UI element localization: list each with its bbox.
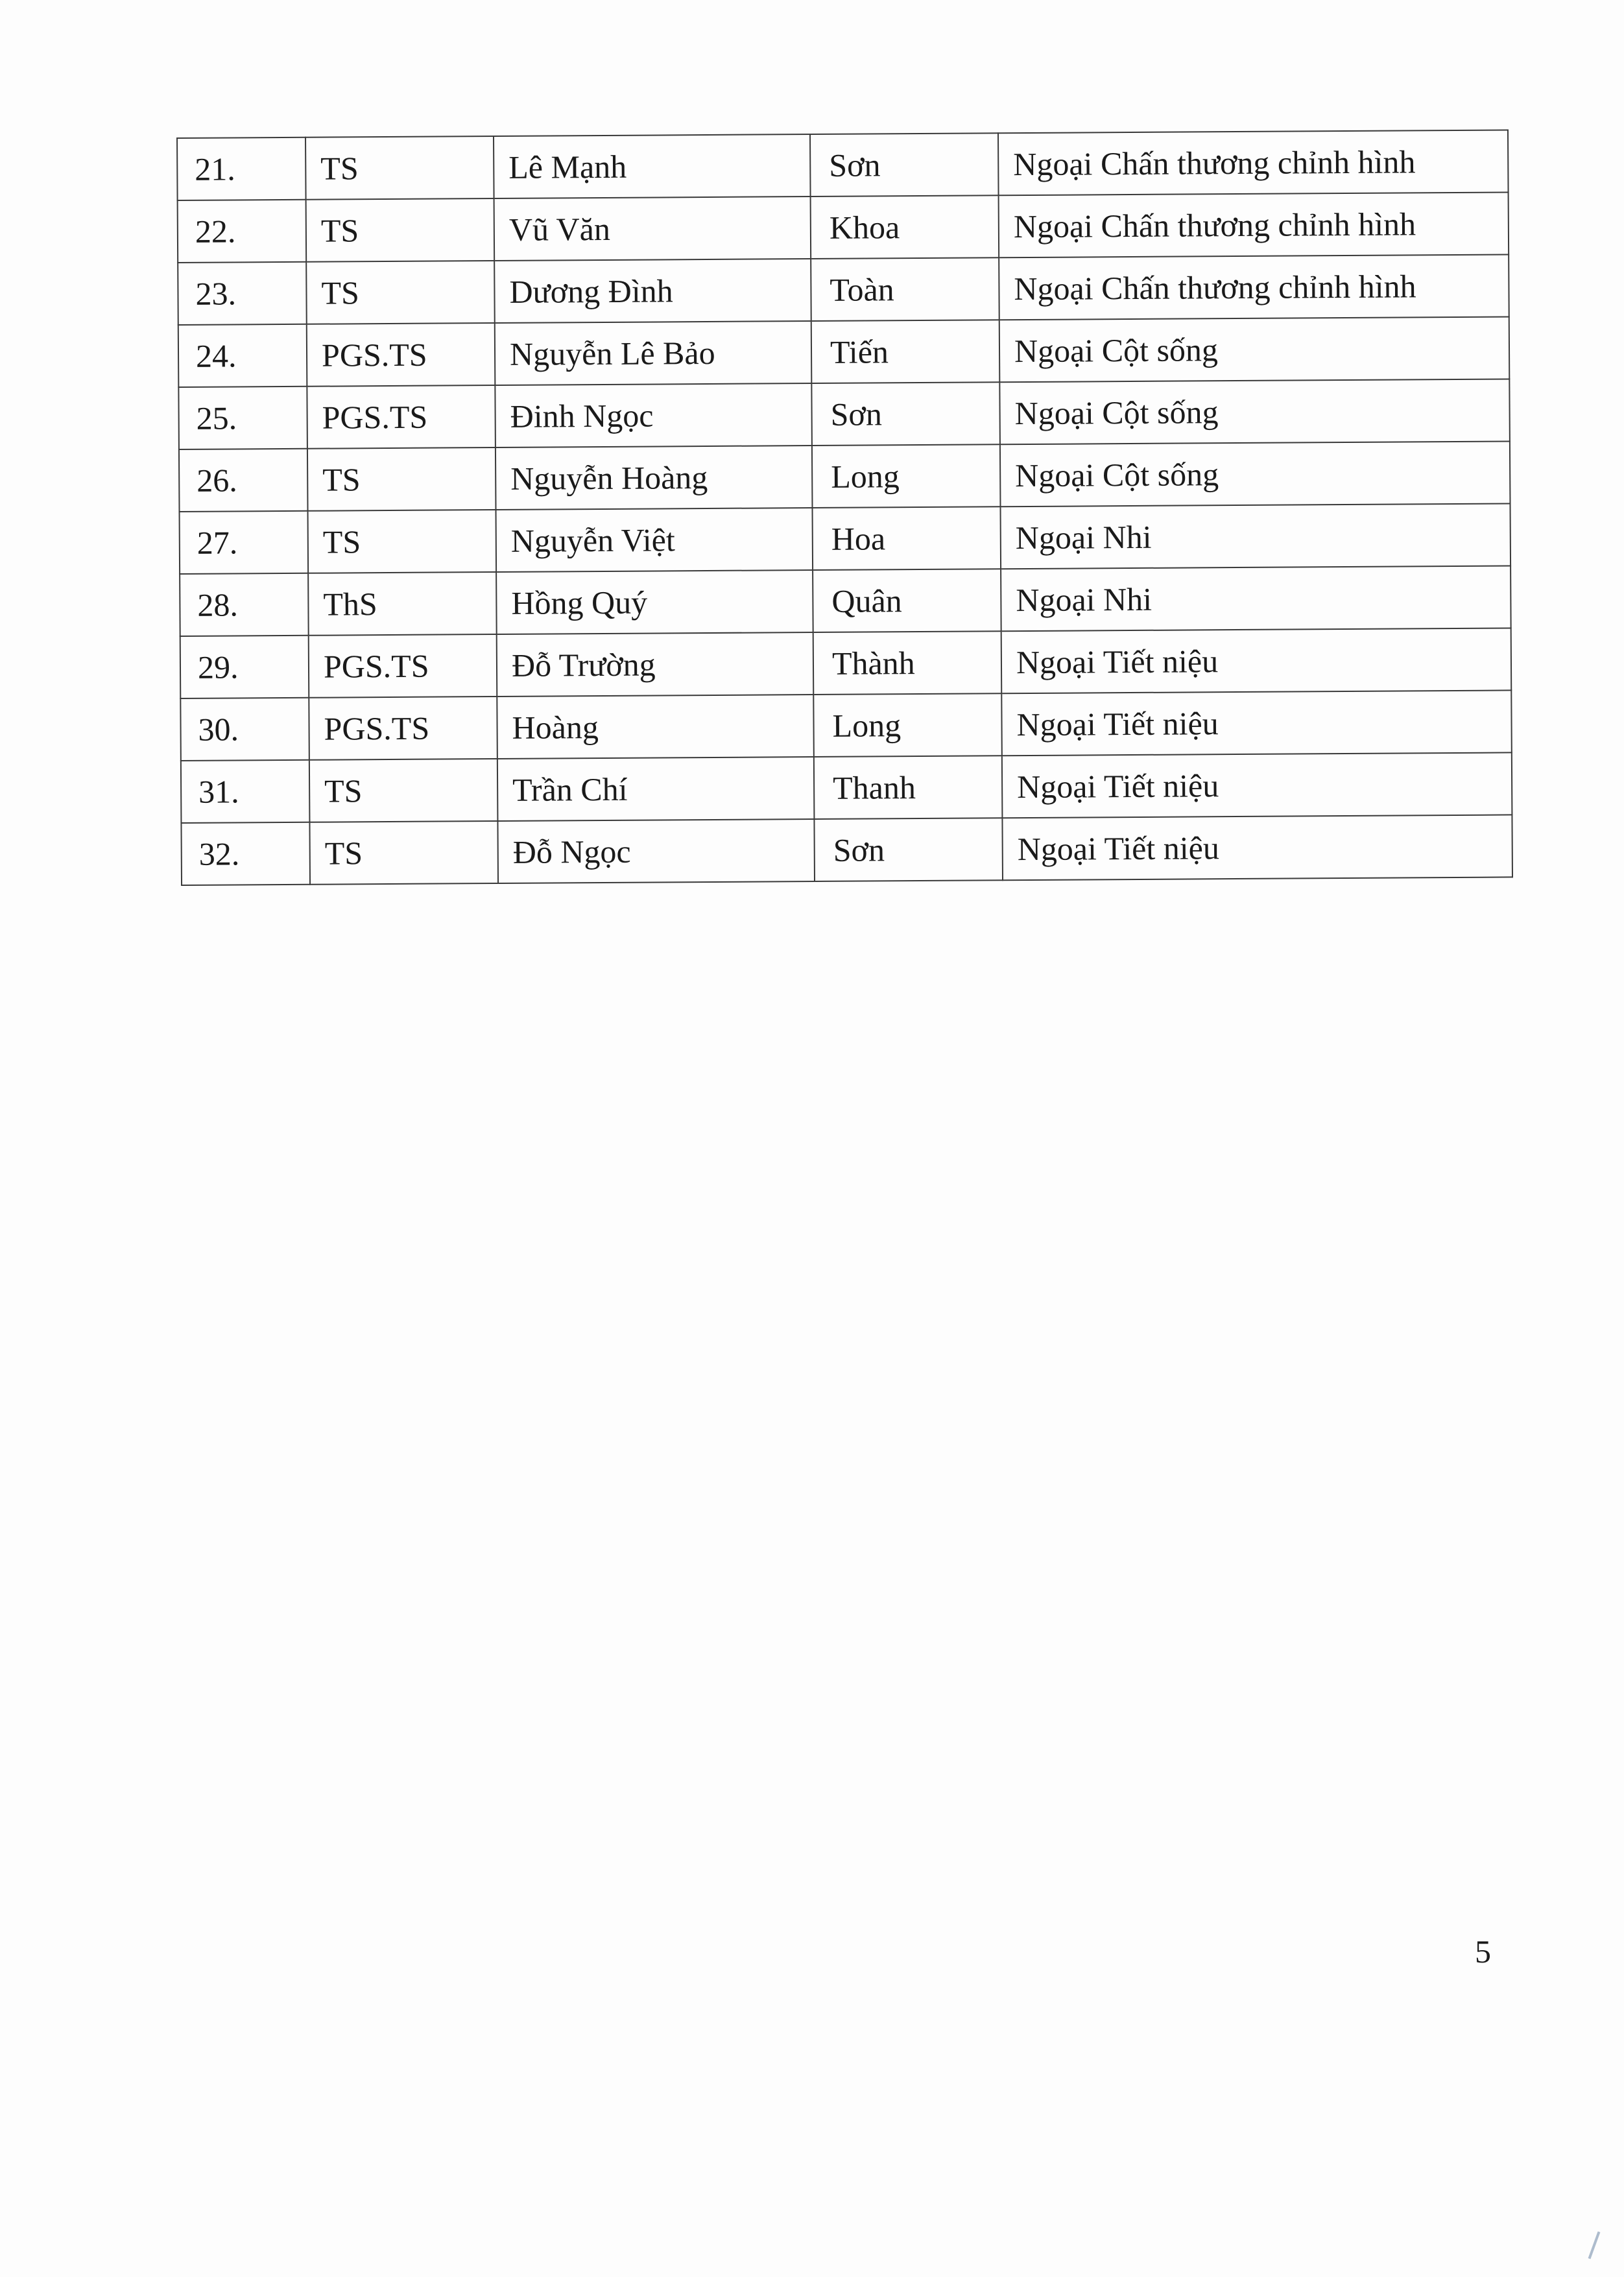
department: Ngoại Chấn thương chỉnh hình bbox=[998, 130, 1509, 195]
row-number: 27. bbox=[180, 511, 309, 574]
last-name: Đỗ Ngọc bbox=[497, 819, 815, 883]
last-name: Nguyễn Hoàng bbox=[496, 446, 813, 510]
row-number: 24. bbox=[178, 324, 307, 387]
department: Ngoại Cột sống bbox=[999, 379, 1510, 444]
first-name: Khoa bbox=[811, 195, 999, 259]
department: Ngoại Tiết niệu bbox=[1001, 628, 1512, 693]
last-name: Nguyễn Lê Bảo bbox=[495, 321, 812, 385]
table-row bbox=[181, 752, 1512, 823]
page-number: 5 bbox=[1475, 1933, 1491, 1970]
last-name: Dương Đình bbox=[494, 259, 811, 323]
row-number: 26. bbox=[179, 449, 308, 512]
academic-title: PGS.TS bbox=[307, 385, 496, 449]
academic-title: TS bbox=[305, 136, 494, 200]
first-name: Toàn bbox=[811, 257, 999, 321]
staff-table bbox=[176, 129, 1513, 886]
last-name: Đinh Ngọc bbox=[495, 383, 812, 447]
department: Ngoại Tiết niệu bbox=[1001, 690, 1512, 756]
table-row bbox=[180, 628, 1512, 698]
table-row bbox=[178, 192, 1509, 263]
academic-title: TS bbox=[306, 198, 495, 262]
table-row bbox=[180, 566, 1511, 636]
first-name: Quân bbox=[813, 569, 1001, 632]
academic-title: PGS.TS bbox=[307, 323, 496, 387]
first-name: Sơn bbox=[811, 382, 1000, 446]
department: Ngoại Cột sống bbox=[1000, 441, 1511, 507]
first-name: Long bbox=[812, 444, 1001, 508]
table-row bbox=[177, 130, 1509, 200]
row-number: 25. bbox=[178, 387, 307, 449]
first-name: Long bbox=[813, 693, 1002, 757]
last-name: Đỗ Trường bbox=[497, 632, 814, 697]
table-row bbox=[179, 441, 1511, 512]
scan-mark bbox=[1588, 2232, 1601, 2259]
department: Ngoại Chấn thương chỉnh hình bbox=[999, 192, 1509, 257]
academic-title: PGS.TS bbox=[309, 697, 497, 760]
table-row bbox=[178, 254, 1509, 325]
first-name: Tiến bbox=[811, 320, 1000, 383]
last-name: Lê Mạnh bbox=[494, 134, 811, 198]
academic-title: TS bbox=[309, 759, 498, 822]
first-name: Sơn bbox=[814, 818, 1003, 881]
last-name: Nguyễn Việt bbox=[496, 508, 813, 572]
academic-title: TS bbox=[307, 447, 496, 511]
last-name: Hoàng bbox=[497, 695, 814, 759]
last-name: Vũ Văn bbox=[494, 197, 811, 261]
table-row bbox=[181, 815, 1512, 885]
department: Ngoại Tiết niệu bbox=[1002, 752, 1512, 818]
department: Ngoại Chấn thương chỉnh hình bbox=[999, 254, 1509, 320]
row-number: 23. bbox=[178, 262, 307, 325]
table-row bbox=[180, 503, 1511, 574]
academic-title: TS bbox=[309, 821, 498, 885]
row-number: 21. bbox=[177, 137, 306, 200]
academic-title: TS bbox=[306, 261, 495, 324]
row-number: 28. bbox=[180, 573, 309, 636]
academic-title: ThS bbox=[308, 572, 497, 636]
first-name: Sơn bbox=[810, 133, 999, 197]
academic-title: TS bbox=[308, 510, 497, 573]
first-name: Thanh bbox=[814, 756, 1003, 819]
row-number: 22. bbox=[178, 200, 307, 263]
department: Ngoại Cột sống bbox=[999, 316, 1510, 382]
row-number: 30. bbox=[180, 698, 309, 761]
table-row bbox=[180, 690, 1512, 761]
first-name: Thành bbox=[813, 631, 1002, 695]
row-number: 31. bbox=[181, 760, 310, 823]
row-number: 29. bbox=[180, 636, 309, 698]
department: Ngoại Nhi bbox=[1001, 503, 1511, 569]
academic-title: PGS.TS bbox=[309, 634, 497, 698]
table-row bbox=[178, 379, 1510, 449]
last-name: Trần Chí bbox=[497, 757, 815, 821]
department: Ngoại Nhi bbox=[1001, 566, 1511, 631]
table-row bbox=[178, 316, 1510, 387]
row-number: 32. bbox=[181, 822, 310, 885]
last-name: Hồng Quý bbox=[496, 570, 813, 634]
first-name: Hoa bbox=[813, 507, 1001, 570]
department: Ngoại Tiết niệu bbox=[1002, 815, 1512, 880]
